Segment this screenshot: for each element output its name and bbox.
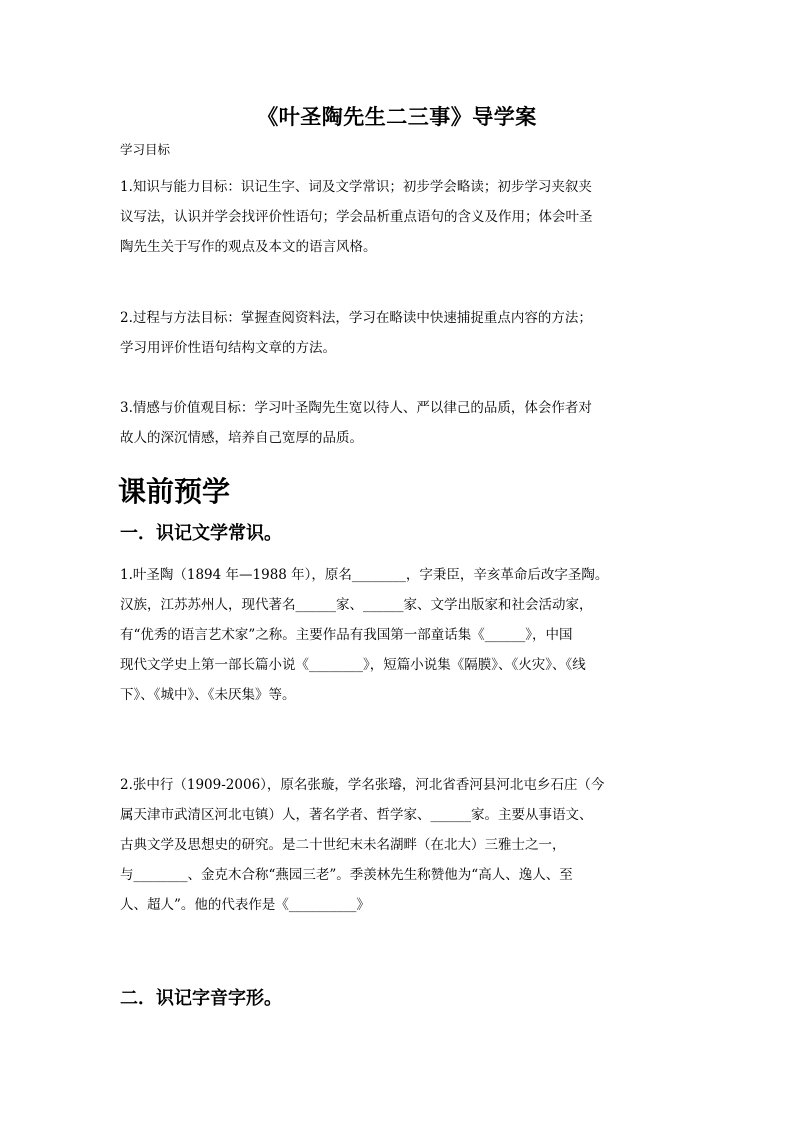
document-title: 《叶圣陶先生二三事》导学案 xyxy=(257,104,537,129)
learning-goals-heading: 学习目标 xyxy=(120,142,171,157)
goal-emotion: 3.情感与价值观目标：学习叶圣陶先生宽以待人、严以律己的品质，体会作者对 故人的深沉情感，培养自己宽厚的品质。 xyxy=(120,400,592,446)
section-pronunciation: 二．识记字音字形。 xyxy=(120,988,282,1009)
item-ye-shengtao: 1.叶圣陶（1894 年—1988 年），原名________，字秉臣，辛亥革命后改字圣陶。 汉族，江苏苏州人，现代著名______家、______家、文学出版家和社会活动家， 有“优秀的语言艺术家”之称。主要作品有我国第一部童话集《______》，中国 现代文学史上第一部长篇小说《________》，短篇小说集《隔膜》、《火灾》、《线 下》、《城中》、《未厌集》等。 xyxy=(120,567,609,703)
item-zhang-zhongxing: 2.张中行（1909-2006），原名张璇，学名张璿，河北省香河县河北屯乡石庄（今 属天津市武清区河北屯镇）人，著名学者、哲学家、______家。主要从事语文、 古典文学及思想史的研究。是二十世纪末未名湖畔（在北大）三雅士之一， 与________、金克木合称“燕园三老”。季羡林先生称赞他为“高人、逸人、至 人、超人”。他的代表作是《__________》 xyxy=(120,777,605,913)
goal-process: 2.过程与方法目标：掌握查阅资料法，学习在略读中快速捕捉重点内容的方法； 学习用评价性语句结构文章的方法。 xyxy=(120,310,592,356)
section-preview-heading: 课前预学 xyxy=(118,475,231,508)
goal-knowledge: 1.知识与能力目标：识记生字、词及文学常识；初步学会略读；初步学习夹叙夹 议写法，认识并学会找评价性语句；学会品析重点语句的含义及作用；体会叶圣 陶先生关于写作的观点及本文的语言风格。 xyxy=(120,179,593,255)
section-literary-knowledge: 一．识记文学常识。 xyxy=(120,523,282,544)
